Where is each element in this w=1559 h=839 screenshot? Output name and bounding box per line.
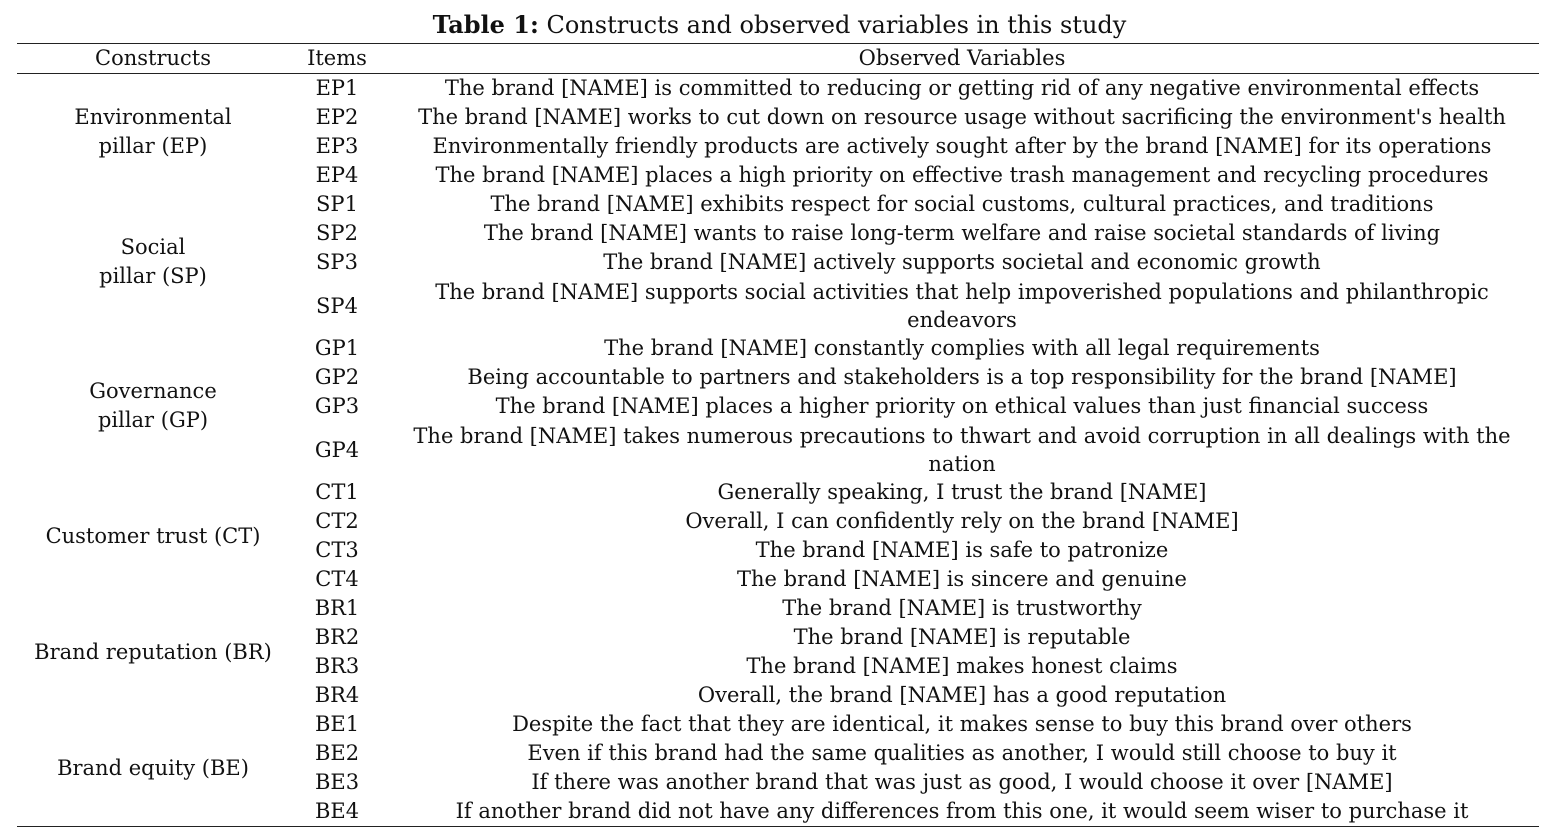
observed-variable: The brand [NAME] is committed to reducing or getting rid of any negative environmental effects (444, 76, 1480, 100)
item-code: SP1 (316, 192, 358, 216)
observed-variable: The brand [NAME] actively supports societal and economic growth (603, 250, 1321, 274)
construct-cell (17, 334, 289, 478)
constructs-table (17, 43, 1539, 827)
observed-variable: The brand [NAME] is reputable (793, 625, 1131, 649)
caption-text: Constructs and observed variables in this study (538, 11, 1127, 39)
observed-variable: The brand [NAME] takes numerous precautions to thwart and avoid corruption in all dealings with the nation (413, 423, 1511, 476)
item-code: GP4 (314, 437, 360, 462)
construct-name-line: Customer trust (CT) (45, 523, 261, 548)
observed-variable: Overall, I can confidently rely on the brand [NAME] (685, 509, 1239, 533)
table-row (17, 594, 1539, 623)
item-code: BR2 (314, 625, 360, 649)
item-code: SP3 (316, 250, 358, 274)
observed-variable: The brand [NAME] is trustworthy (782, 596, 1142, 620)
construct-name-line: pillar (EP) (98, 134, 208, 158)
observed-variable: The brand [NAME] places a higher priority on ethical values than just financial success (495, 394, 1429, 418)
construct-name-line: Social (120, 235, 186, 259)
observed-variable: The brand [NAME] exhibits respect for social customs, cultural practices, and traditions (490, 192, 1434, 216)
item-code: BR1 (314, 596, 360, 620)
construct-name-line: Brand reputation (BR) (34, 639, 272, 664)
item-code: EP3 (315, 134, 359, 158)
caption-label: Table 1: (432, 10, 539, 39)
construct-name-line: Governance (89, 379, 217, 403)
observed-variable: Being accountable to partners and stakeholders is a top responsibility for the brand [NAME] (467, 365, 1457, 389)
item-code: EP2 (315, 105, 359, 129)
item-code: BE1 (314, 712, 360, 736)
construct-cell (17, 190, 289, 334)
construct-cell (17, 478, 289, 594)
observed-variable: The brand [NAME] places a high priority on effective trash management and recycling procedures (435, 163, 1489, 187)
header-observed-variables: Observed Variables (858, 46, 1066, 70)
construct-name-line: pillar (GP) (97, 408, 209, 432)
item-code: GP3 (314, 394, 360, 418)
table-header (17, 44, 1539, 74)
construct-cell (17, 74, 289, 191)
item-code: SP4 (316, 293, 358, 318)
construct-name-line: Environmental (74, 105, 232, 129)
observed-variable: Generally speaking, I trust the brand [NAME] (717, 480, 1207, 504)
header-items: Items (307, 46, 367, 70)
observed-variable: If another brand did not have any differences from this one, it would seem wiser to purchase it (455, 799, 1469, 823)
item-code: SP2 (316, 221, 358, 245)
header-constructs: Constructs (95, 46, 211, 70)
item-code: BE2 (314, 741, 360, 765)
item-code: BR3 (314, 654, 360, 678)
item-code: BE3 (314, 770, 360, 794)
construct-cell (17, 594, 289, 710)
item-code: GP2 (314, 365, 360, 389)
table-row (17, 710, 1539, 739)
item-code: BE4 (314, 799, 360, 823)
construct-name-line: pillar (SP) (99, 264, 207, 288)
item-code: EP1 (315, 76, 359, 100)
observed-variable: Despite the fact that they are identical, it makes sense to buy this brand over others (512, 712, 1412, 736)
construct-name-line: Brand equity (BE) (57, 755, 249, 780)
construct-cell (17, 710, 289, 827)
item-code: CT2 (315, 509, 359, 533)
observed-variable: The brand [NAME] is sincere and genuine (737, 567, 1187, 591)
table-caption (0, 10, 1559, 40)
header-row (17, 44, 1539, 74)
item-code: EP4 (315, 163, 359, 187)
observed-variable: The brand [NAME] works to cut down on resource usage without sacrificing the environment's health (418, 105, 1506, 129)
item-code: CT3 (315, 538, 359, 562)
table-row (17, 478, 1539, 507)
observed-variable: The brand [NAME] wants to raise long-term welfare and raise societal standards of living (483, 221, 1441, 245)
item-code: BR4 (314, 683, 360, 707)
observed-variable: The brand [NAME] makes honest claims (746, 654, 1178, 678)
item-code: CT4 (315, 567, 359, 591)
table-body (17, 74, 1539, 827)
observed-variable: If there was another brand that was just as good, I would choose it over [NAME] (531, 770, 1393, 794)
table-row (17, 74, 1539, 104)
observed-variable: The brand [NAME] is safe to patronize (755, 538, 1169, 562)
observed-variable: Overall, the brand [NAME] has a good reputation (697, 683, 1227, 707)
table-row (17, 334, 1539, 363)
observed-variable: Environmentally friendly products are actively sought after by the brand [NAME] for its operations (432, 134, 1492, 158)
observed-variable: The brand [NAME] supports social activities that help impoverished populations and philanthropic endeavors (435, 279, 1489, 332)
item-code: GP1 (314, 336, 360, 360)
table-row (17, 190, 1539, 219)
observed-variable: The brand [NAME] constantly complies with all legal requirements (604, 336, 1320, 360)
item-code: CT1 (315, 480, 359, 504)
observed-variable: Even if this brand had the same qualities as another, I would still choose to buy it (527, 741, 1397, 765)
